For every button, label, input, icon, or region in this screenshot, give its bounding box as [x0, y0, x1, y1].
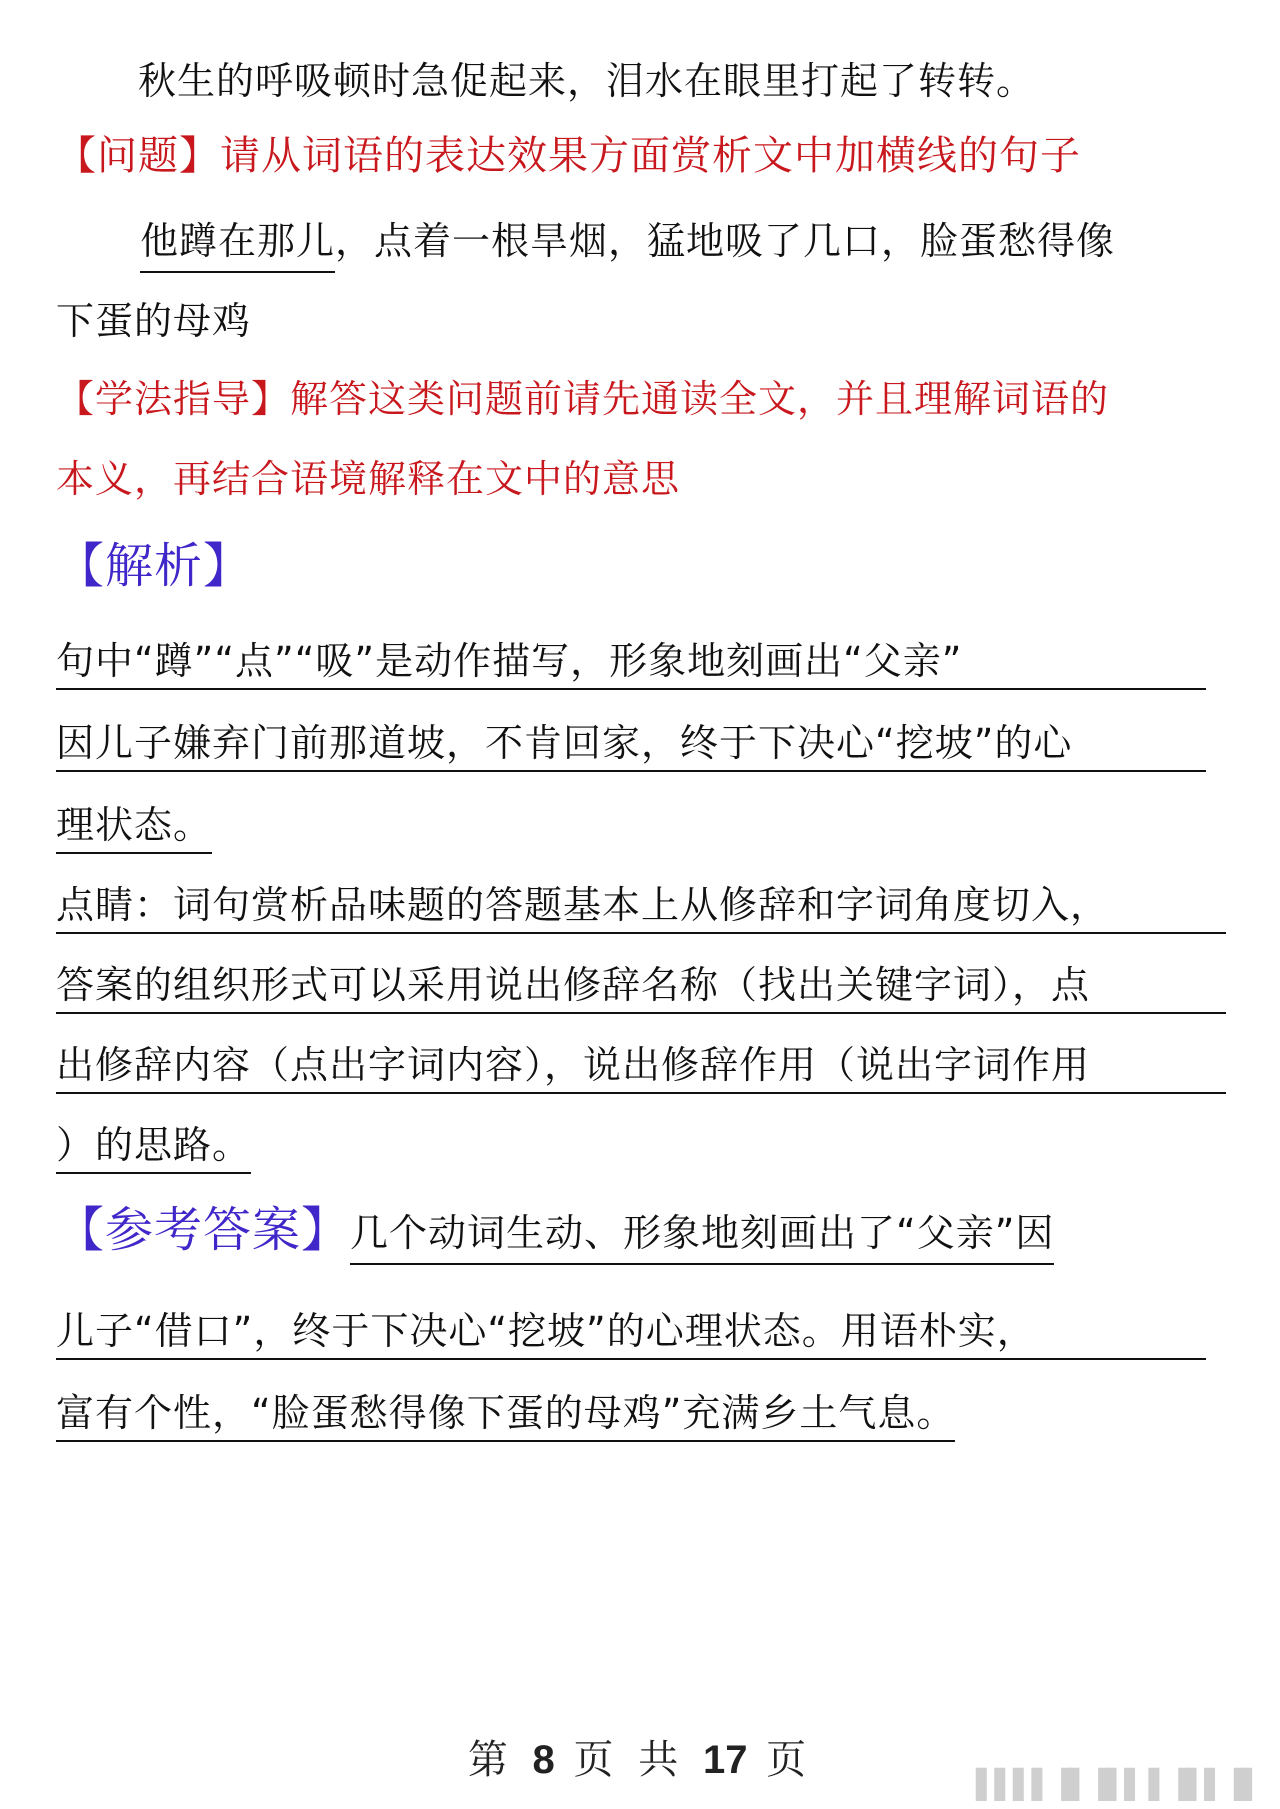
quote-line-1: [140, 219, 1116, 263]
analysis-line-1: 句中“蹲”“点”“吸”是动作描写，形象地刻画出“父亲”: [56, 642, 1206, 690]
footer-total-pages: 17: [702, 1738, 748, 1782]
tip-line-1: 点睛：词句赏析品味题的答题基本上从修辞和字词角度切入，: [56, 886, 1226, 934]
answer-line-3: 富有个性，“脸蛋愁得像下蛋的母鸡”充满乡土气息。: [56, 1394, 955, 1442]
footer-suffix: 页: [766, 1737, 813, 1783]
question-text: 请从词语的表达效果方面赏析文中加横线的句子: [220, 133, 1081, 179]
method-text: 解答这类问题前请先通读全文，并且理解词语的: [290, 377, 1110, 421]
tip-line-3: 出修辞内容（点出字词内容），说出修辞作用（说出字词作用: [56, 1046, 1226, 1094]
quote-rest: ，点着一根旱烟，猛地吸了几口，脸蛋愁得像: [335, 219, 1116, 263]
answer-text-1: 几个动词生动、形象地刻画出了“父亲”因: [350, 1211, 1054, 1265]
analysis-line-2: 因儿子嫌弃门前那道坡，不肯回家，终于下决心“挖坡”的心: [56, 724, 1206, 772]
tip-line-2: 答案的组织形式可以采用说出修辞名称（找出关键字词），点: [56, 966, 1226, 1014]
analysis-line-3: 理状态。: [56, 806, 212, 854]
quote-underlined: 他蹲在那儿: [140, 219, 335, 273]
answer-line-2: 儿子“借口”，终于下决心“挖坡”的心理状态。用语朴实，: [56, 1312, 1206, 1360]
footer-prefix: 第: [467, 1737, 514, 1783]
tip-line-4: ）的思路。: [56, 1126, 251, 1174]
watermark-icon: ▌▌▌▌▐▌▐▌▌ ▌▐▌▌▐▌: [976, 1768, 1260, 1801]
footer-middle: 页 共: [573, 1737, 685, 1783]
question-tag: 【问题】: [56, 133, 220, 179]
question-line: [56, 133, 1081, 179]
method-line-2: 本义，再结合语境解释在文中的意思: [56, 457, 681, 501]
method-tag: 【学法指导】: [56, 377, 291, 421]
answer-tag: 【参考答案】: [56, 1202, 351, 1258]
answer-line-1: [56, 1202, 1055, 1258]
footer-page-number: 8: [532, 1738, 555, 1782]
method-line-1: [56, 377, 1110, 421]
quote-line-2: 下蛋的母鸡: [56, 299, 252, 343]
intro-line: 秋生的呼吸顿时急促起来，泪水在眼里打起了转转。: [138, 59, 1036, 103]
analysis-tag: 【解析】: [56, 538, 253, 594]
